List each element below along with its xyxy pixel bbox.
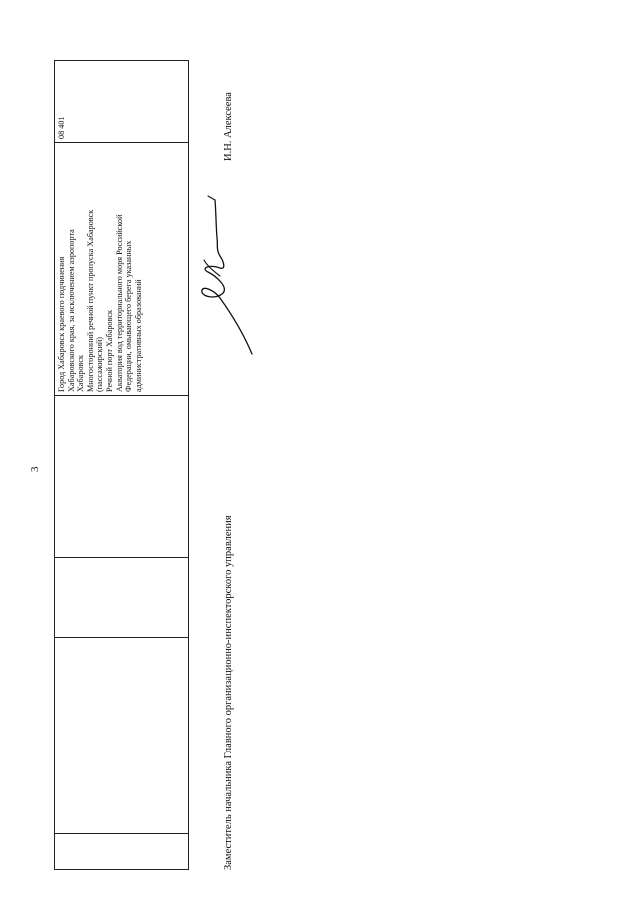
signer-name: И.Н. Алексеева	[223, 92, 234, 161]
description-line: Федерации, омывающего берега указанных	[124, 240, 134, 392]
description-line: Акватория вод территориального моря Российской	[114, 214, 124, 392]
table-cell-empty-4	[55, 395, 188, 557]
signer-title: Заместитель начальника Главного организационно-инспекторского управления	[223, 515, 234, 870]
table-cell-empty-1	[55, 833, 188, 869]
description-line: (пассажирский)	[95, 337, 105, 392]
territory-code: 08 401	[57, 116, 66, 139]
signature-drawing	[190, 190, 260, 360]
description-line: административных образований	[133, 279, 143, 392]
description-line: Хабаровск	[76, 355, 86, 392]
page-number: 3	[29, 466, 41, 472]
description-line: Многосторонний речной пункт пропуска Хабаровск	[85, 209, 95, 392]
table-cell-code	[55, 60, 188, 142]
description-line: Город Хабаровск краевого подчинения	[57, 256, 66, 392]
table-cell-description	[55, 142, 188, 395]
table-cell-empty-3	[55, 557, 188, 637]
description-text	[57, 146, 143, 392]
table-cell-empty-2	[55, 637, 188, 833]
signature-row	[214, 60, 264, 870]
territory-table	[54, 60, 189, 870]
handwritten-signature	[190, 190, 260, 360]
description-line: Речной порт Хабаровск	[104, 310, 114, 392]
description-line: Хабаровского края, за исключением аэропорта	[66, 229, 76, 392]
